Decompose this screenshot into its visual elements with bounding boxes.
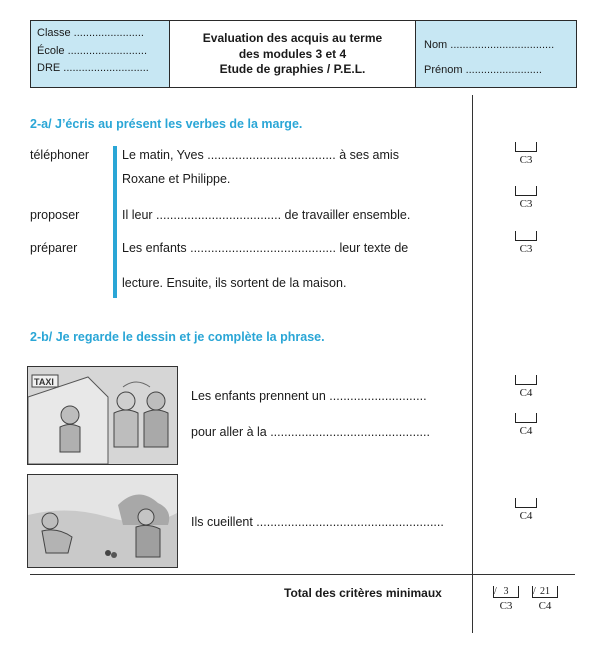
sentence-5[interactable]: Ils cueillent ...................................................... — [191, 515, 444, 529]
school-info — [31, 21, 170, 87]
taxi-drawing — [28, 367, 177, 464]
sentence-4-cont[interactable]: pour aller à la .............................................. — [191, 425, 430, 439]
criterion-box[interactable]: C3 — [506, 231, 546, 255]
criteria-column-divider — [472, 95, 473, 633]
prenom-field[interactable]: Prénom ......................... — [424, 64, 542, 76]
total-label: Total des critères minimaux — [284, 586, 442, 600]
verb-preparer: préparer — [30, 241, 78, 255]
classe-field[interactable]: Classe ....................... — [37, 27, 144, 39]
sentence-2[interactable]: Il leur .................................... de travailler ensemble. — [122, 208, 411, 222]
nom-field[interactable]: Nom .................................. — [424, 39, 555, 51]
criterion-box[interactable]: C4 — [506, 413, 546, 437]
student-info — [416, 21, 576, 87]
dre-field[interactable]: DRE ............................ — [37, 62, 149, 74]
sentence-4[interactable]: Les enfants prennent un ............................ — [191, 389, 427, 403]
header-table — [30, 20, 577, 88]
title-line-2: des modules 3 et 4 — [238, 46, 347, 61]
score-c3: / 3 C3 — [492, 586, 520, 612]
criterion-box[interactable]: C3 — [506, 186, 546, 210]
criterion-box[interactable]: C3 — [506, 142, 546, 166]
verb-proposer: proposer — [30, 208, 80, 222]
title-line-3: Etude de graphies / P.E.L. — [219, 62, 366, 76]
criterion-box[interactable]: C4 — [506, 498, 546, 522]
score-c4: / 21 C4 — [531, 586, 559, 612]
section-a-title: 2-a/ J’écris au présent les verbes de la marge. — [30, 117, 303, 131]
total-divider — [30, 574, 575, 575]
section-b-title: 2-b/ Je regarde le dessin et je complète la phrase. — [30, 330, 325, 344]
picking-illustration — [27, 474, 178, 568]
svg-text:TAXI: TAXI — [34, 377, 54, 387]
criterion-box[interactable]: C4 — [506, 375, 546, 399]
ecole-field[interactable]: École .......................... — [37, 44, 148, 57]
sentence-1-cont: Roxane et Philippe. — [122, 172, 231, 186]
sentence-3[interactable]: Les enfants .......................................... leur texte de — [122, 241, 409, 255]
verb-telephoner: téléphoner — [30, 148, 90, 162]
sentence-1[interactable]: Le matin, Yves ..................................... à ses amis — [122, 148, 399, 162]
margin-bar — [113, 146, 117, 298]
evaluation-title — [170, 21, 416, 87]
title-line-1: Evaluation des acquis au terme — [202, 31, 383, 45]
sentence-3-cont: lecture. Ensuite, ils sortent de la maison. — [122, 276, 347, 290]
taxi-illustration — [27, 366, 178, 465]
picking-drawing — [28, 475, 177, 567]
